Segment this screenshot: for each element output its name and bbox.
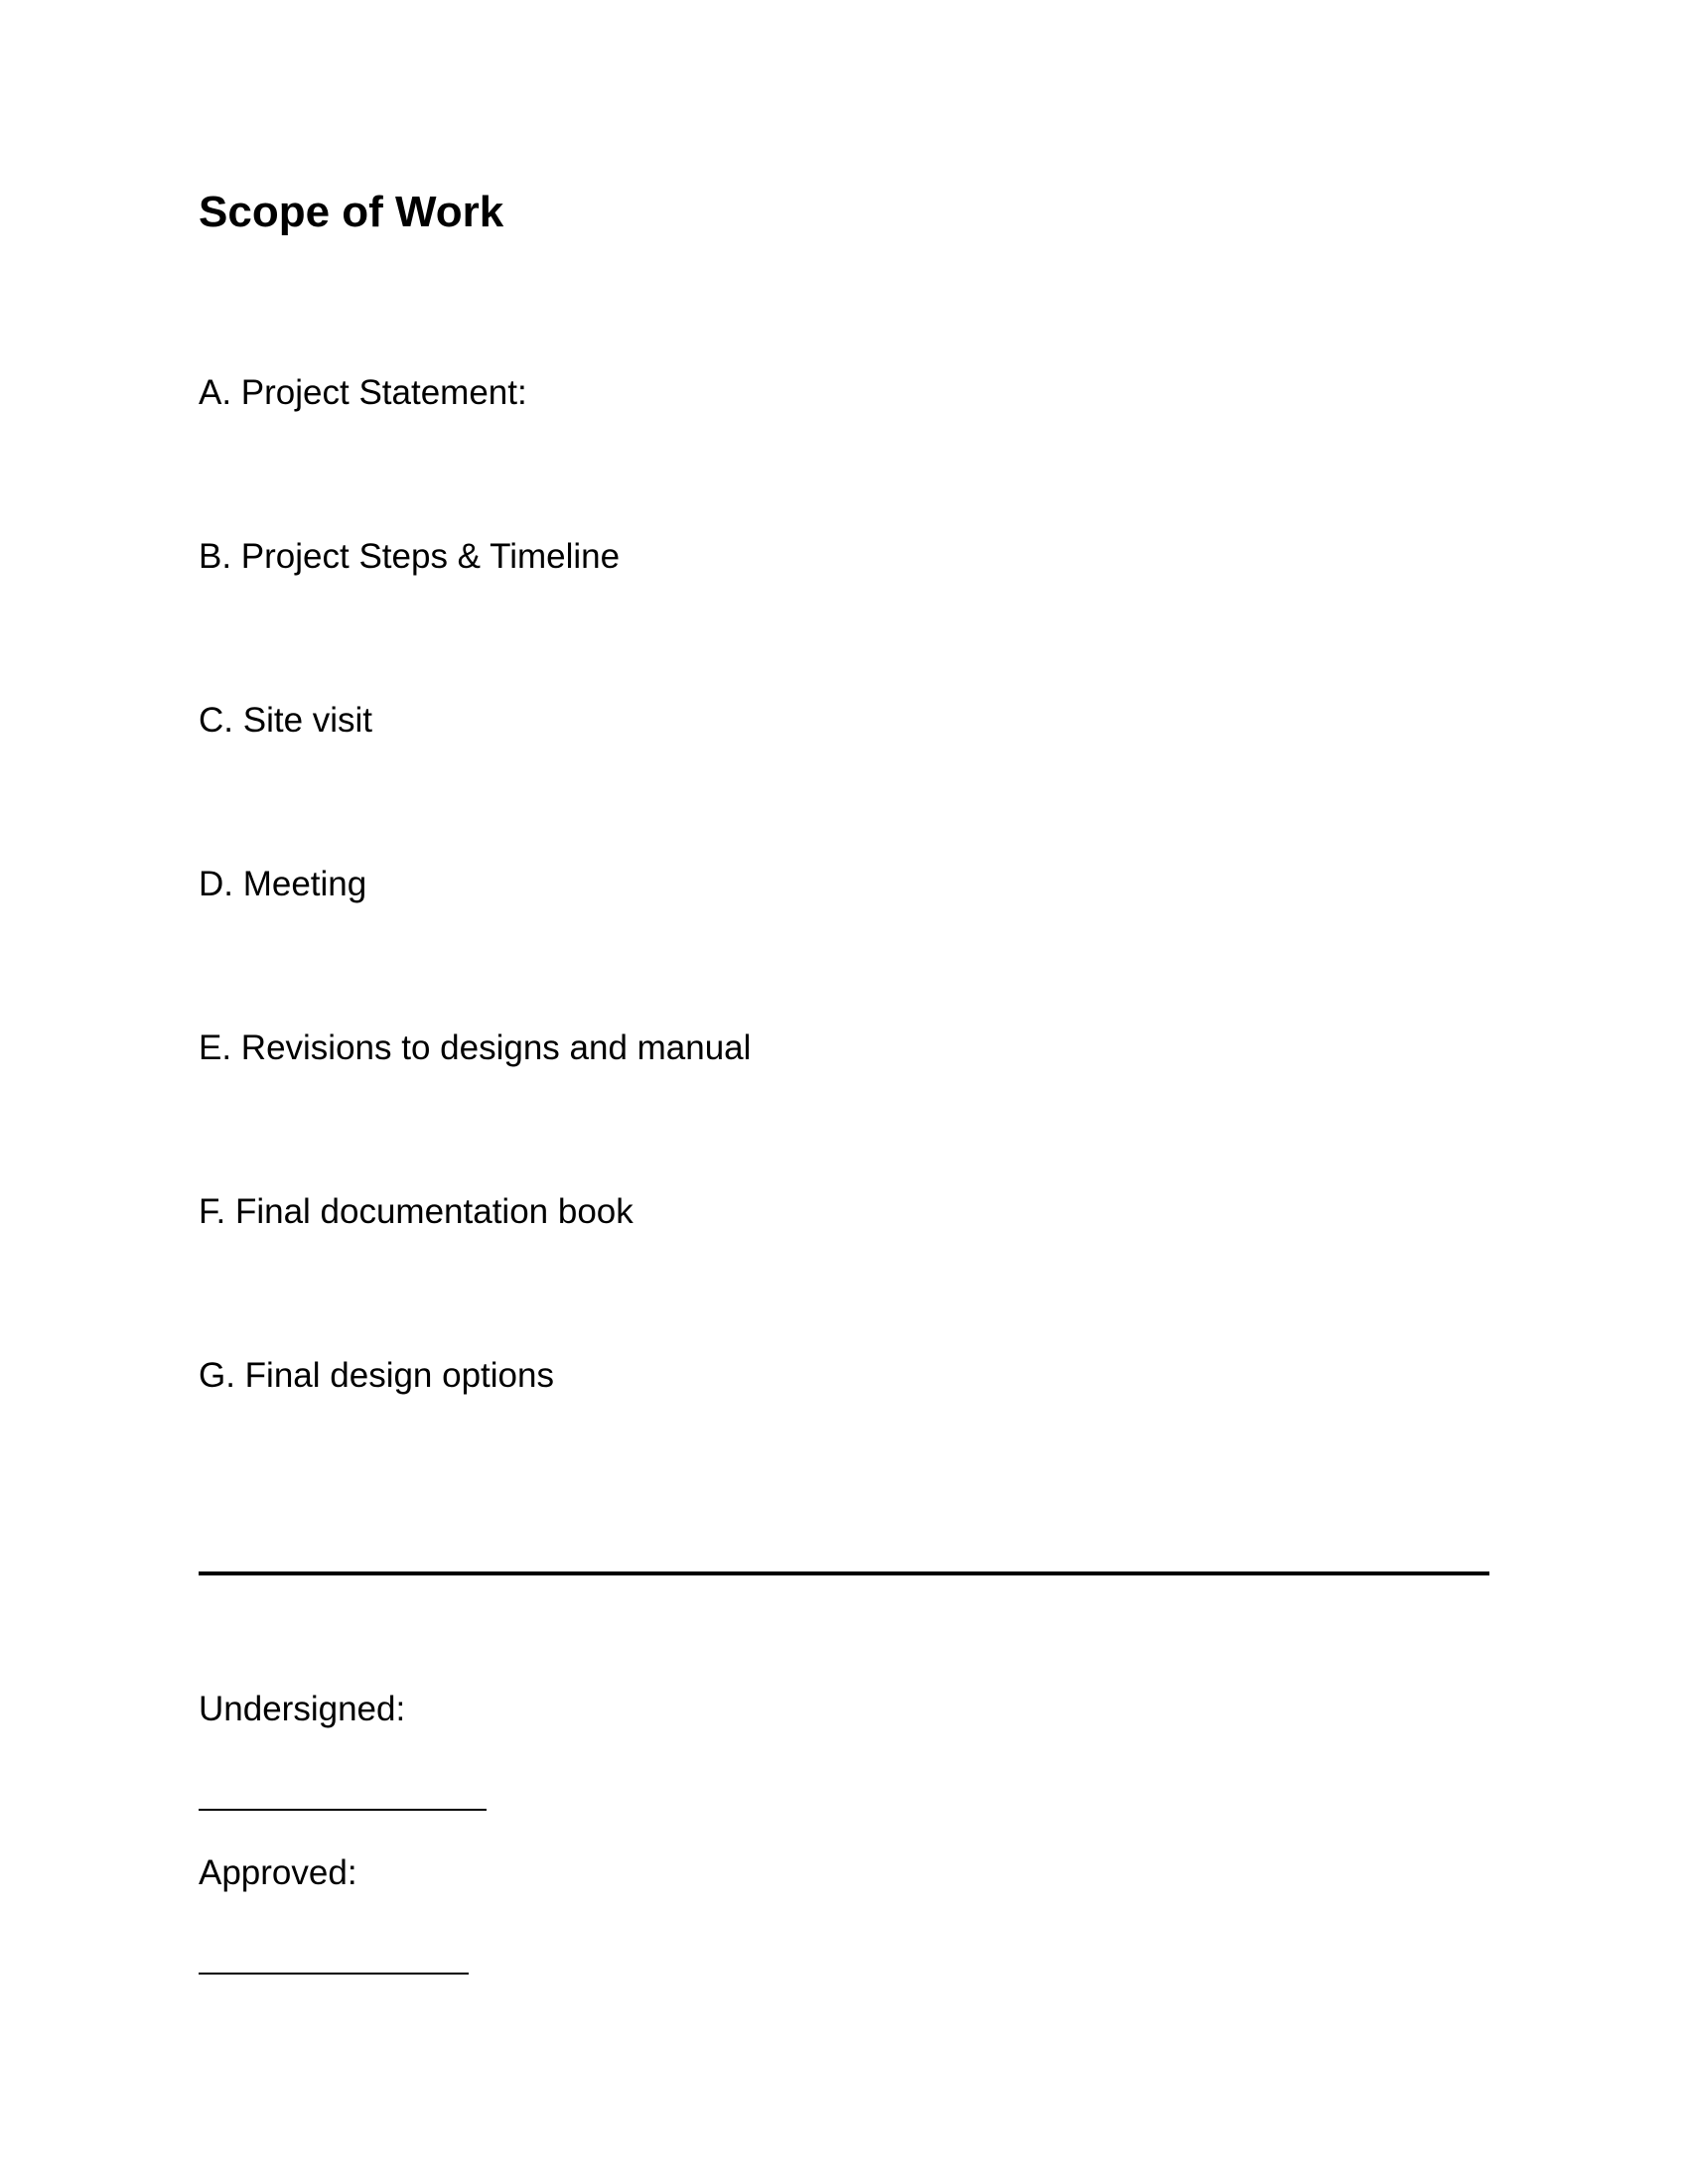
section-project-statement: A. Project Statement: xyxy=(199,373,527,412)
section-site-visit: C. Site visit xyxy=(199,701,373,740)
approved-label: Approved: xyxy=(199,1853,357,1892)
undersigned-signature-line xyxy=(199,1809,487,1811)
section-final-documentation-book: F. Final documentation book xyxy=(199,1192,633,1231)
document-title: Scope of Work xyxy=(199,188,504,236)
section-meeting: D. Meeting xyxy=(199,865,367,903)
undersigned-label: Undersigned: xyxy=(199,1690,406,1728)
approved-signature-line xyxy=(199,1973,469,1975)
section-final-design-options: G. Final design options xyxy=(199,1356,554,1395)
horizontal-divider xyxy=(199,1571,1489,1575)
section-revisions: E. Revisions to designs and manual xyxy=(199,1028,752,1067)
section-project-steps-timeline: B. Project Steps & Timeline xyxy=(199,537,621,576)
